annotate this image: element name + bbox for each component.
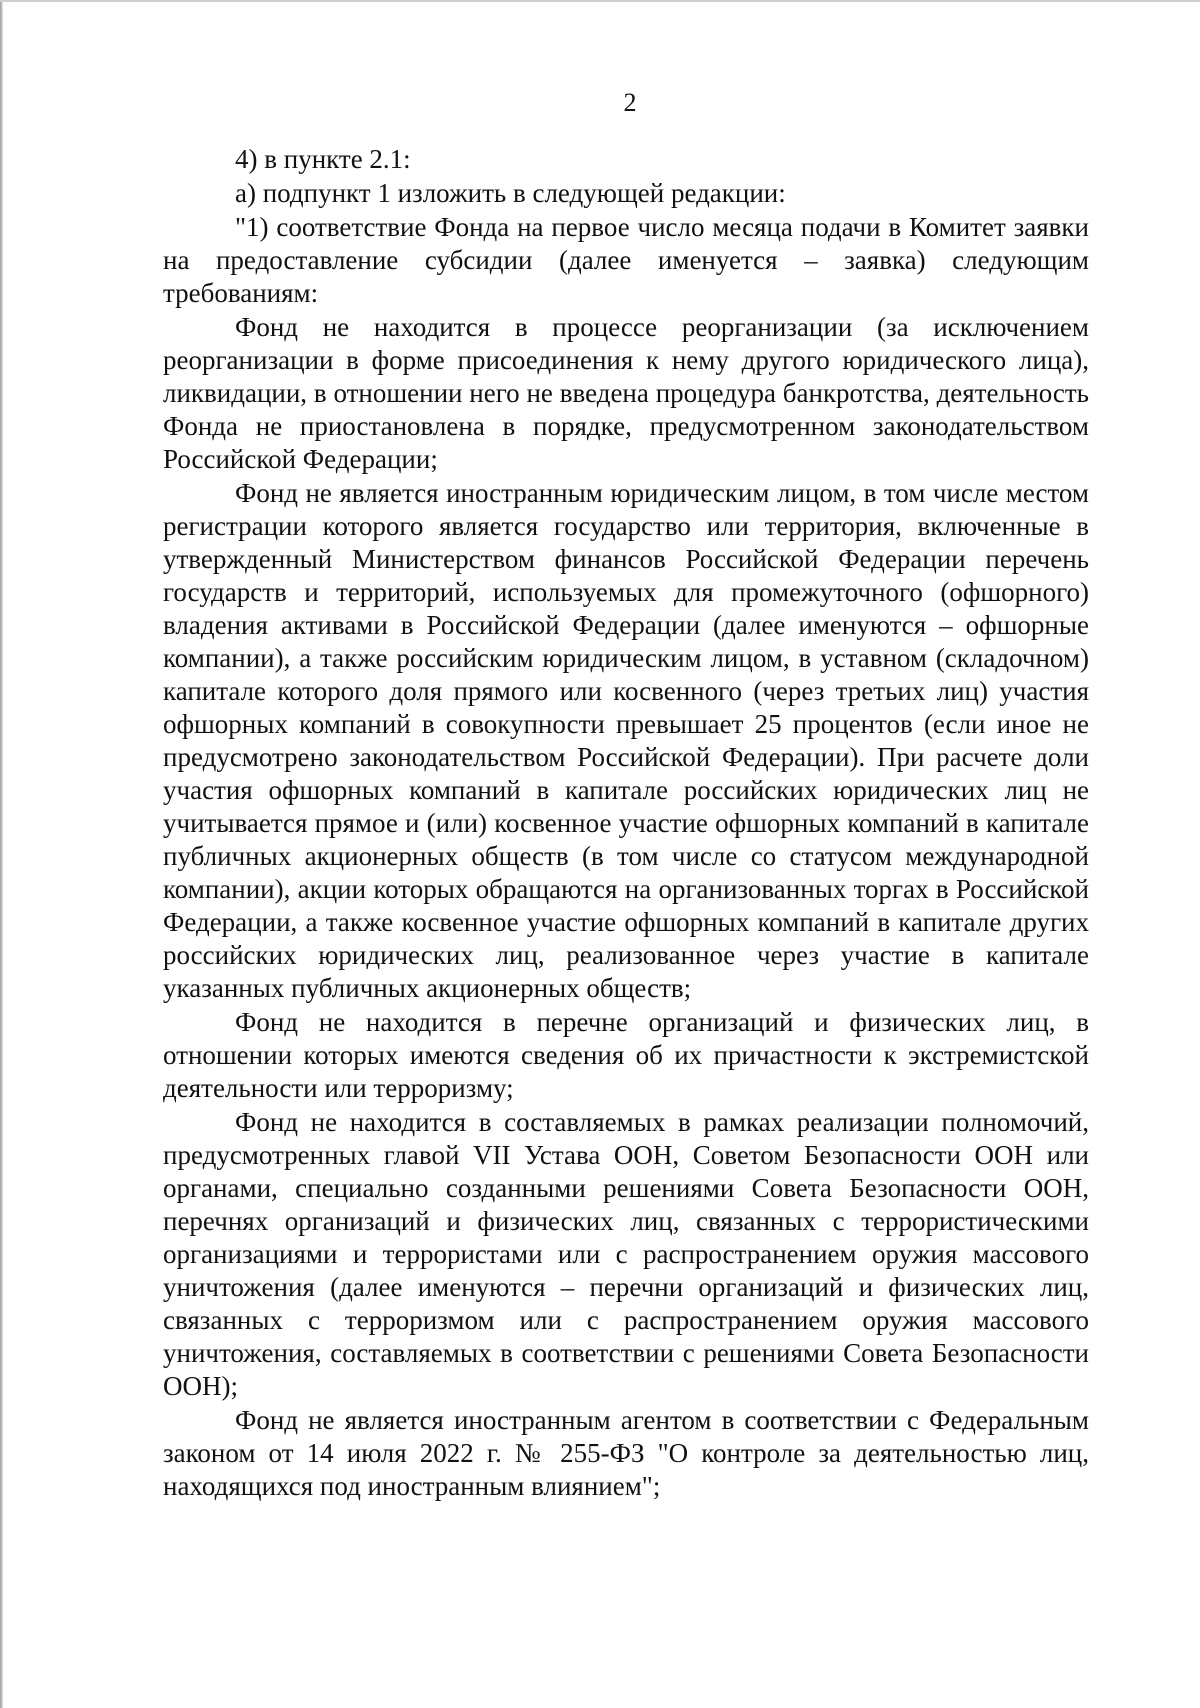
document-body [163,143,1089,1503]
paragraph-item-4: 4) в пункте 2.1: [235,144,411,174]
paragraph-requirement-1: "1) соответствие Фонда на первое число месяца подачи в Комитет заявки на предоставление субсидии (далее именуется – заявка) следующим требованиям: [163,212,1089,308]
paragraph-not-un-lists: Фонд не находится в составляемых в рамках реализации полномочий, предусмотренных главой VII Устава ООН, Советом Безопасности ООН или органами, специально созданными решениями Совета Безопасности ООН, перечнях организаций и физических лиц, связанных с террористическими организациями и террористами или с распространением оружия массового уничтожения (далее именуются – перечни организаций и физических лиц, связанных с терроризмом или с распространением оружия массового уничтожения, составляемых в соответствии с решениями Совета Безопасности ООН); [163,1107,1089,1401]
scan-edge [0,0,3,1708]
scan-edge-top [0,0,1200,2]
paragraph-no-reorganization: Фонд не находится в процессе реорганизации (за исключением реорганизации в форме присоединения к нему другого юридического лица), ликвидации, в отношении него не введена процедура банкротства, деятельность Фонда не приостановлена в порядке, предусмотренном законодательством Российской Федерации; [163,312,1089,474]
page-number: 2 [623,88,637,117]
paragraph-not-foreign-agent: Фонд не является иностранным агентом в соответствии с Федеральным законом от 14 июля 2022 г. № 255-ФЗ "О контроле за деятельностью лиц, находящихся под иностранным влиянием"; [163,1405,1089,1501]
paragraph-subitem-a: а) подпункт 1 изложить в следующей редакции: [235,178,786,208]
paragraph-not-extremist-list: Фонд не находится в перечне организаций и физических лиц, в отношении которых имеются сведения об их причастности к экстремистской деятельности или терроризму; [163,1007,1089,1103]
paragraph-not-foreign-entity: Фонд не является иностранным юридическим лицом, в том числе местом регистрации которого является государство или территория, включенные в утвержденный Министерством финансов Российской Федерации перечень государств и территорий, используемых для промежуточного (офшорного) владения активами в Российской Федерации (далее именуются – офшорные компании), а также российским юридическим лицом, в уставном (складочном) капитале которого доля прямого или косвенного (через третьих лиц) участия офшорных компаний в совокупности превышает 25 процентов (если иное не предусмотрено законодательством Российской Федерации). При расчете доли участия офшорных компаний в капитале российских юридических лиц не учитывается прямое и (или) косвенное участие офшорных компаний в капитале публичных акционерных обществ (в том числе со статусом международной компании), акции которых обращаются на организованных торгах в Российской Федерации, а также косвенное участие офшорных компаний в капитале других российских юридических лиц, реализованное через участие в капитале указанных публичных акционерных обществ; [163,478,1089,1003]
